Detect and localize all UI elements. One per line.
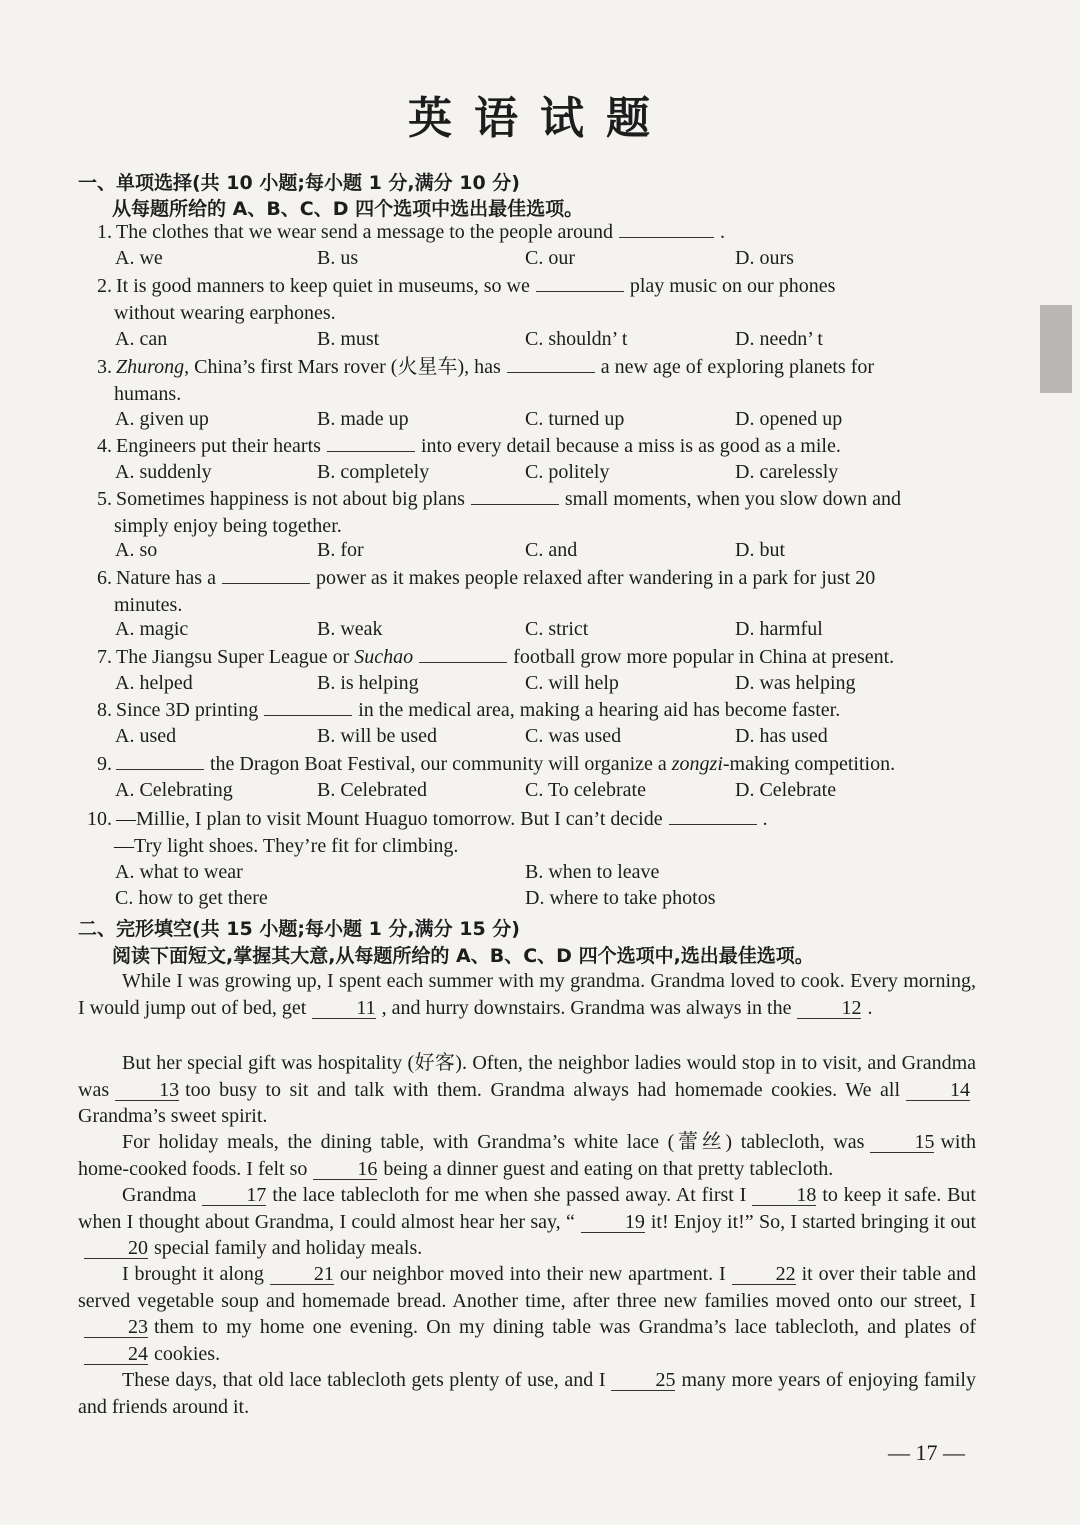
blank-15[interactable]: 15 [870,1132,934,1153]
option-d[interactable]: D. harmful [735,618,823,640]
option-a[interactable]: A. can [115,328,168,350]
question-7: 7. The Jiangsu Super League or Suchao football grow more popular in China at present. [97,646,895,668]
option-a[interactable]: A. suddenly [115,461,212,483]
option-a[interactable]: A. Celebrating [115,779,233,801]
question-6: 6. Nature has a power as it makes people relaxed after wandering in a park for just 20 minutes. [97,567,876,616]
passage-paragraph-1: While I was growing up, I spent each summer with my grandma. Grandma loved to cook. Every morning, I would jump out of bed, get 11 , and hurry downstairs. Grandma was always in the 12 . [78,970,976,1019]
question-10-options-row2 [115,887,975,913]
question-10: 10. —Millie, I plan to visit Mount Huaguo tomorrow. But I can’t decide . —Try light shoes. They’re fit for climbing. [87,808,768,857]
option-b[interactable]: B. weak [317,618,383,640]
passage-paragraph-6: These days, that old lace tablecloth gets plenty of use, and I 25 many more years of enjoying family and friends around it. [78,1369,976,1418]
blank-14[interactable]: 14 [906,1080,970,1101]
question-9: 9. the Dragon Boat Festival, our community will organize a zongzi-making competition. [97,753,896,775]
question-4-options [115,461,975,487]
page-title: 英语试题 [408,93,672,144]
blank-13[interactable]: 13 [115,1080,179,1101]
question-1-options [115,247,975,273]
option-a[interactable]: A. we [115,247,163,269]
option-a[interactable]: A. magic [115,618,189,640]
blank-12[interactable]: 12 [797,998,861,1019]
option-d[interactable]: D. carelessly [735,461,839,483]
question-10-options-row1 [115,861,975,887]
option-b[interactable]: B. will be used [317,725,437,747]
section2-instruction: 阅读下面短文,掌握其大意,从每题所给的 A、B、C、D 四个选项中,选出最佳选项。 [112,945,814,967]
option-c[interactable]: C. To celebrate [525,779,646,801]
blank-20[interactable]: 20 [84,1238,148,1259]
option-d[interactable]: D. ours [735,247,794,269]
option-a[interactable]: A. given up [115,408,209,430]
question-5: 5. Sometimes happiness is not about big plans small moments, when you slow down and simply enjoy being together. [97,488,901,537]
option-a[interactable]: A. helped [115,672,193,694]
option-d[interactable]: D. has used [735,725,828,747]
question-8: 8. Since 3D printing in the medical area, making a hearing aid has become faster. [97,699,841,721]
option-d[interactable]: D. opened up [735,408,843,430]
option-d[interactable]: D. was helping [735,672,856,694]
question-6-options [115,618,975,644]
option-a[interactable]: A. what to wear [115,861,243,883]
option-c[interactable]: C. our [525,247,575,269]
question-2: 2. It is good manners to keep quiet in museums, so we play music on our phones without wearing earphones. [97,275,836,324]
question-8-options [115,725,975,751]
option-c[interactable]: C. will help [525,672,619,694]
section2-heading: 二、完形填空(共 15 小题;每小题 1 分,满分 15 分) [78,918,520,940]
blank-18[interactable]: 18 [752,1185,816,1206]
option-c[interactable]: C. politely [525,461,610,483]
passage-paragraph-4: Grandma 17 the lace tablecloth for me when she passed away. At first I 18 to keep it safe. But when I thought about Grandma, I could almost hear her say, “ 19 it! Enjoy it!” So, I started bringing it out20 special family and holiday meals. [78,1184,976,1259]
option-b[interactable]: B. when to leave [525,861,660,883]
option-a[interactable]: A. used [115,725,177,747]
option-c[interactable]: C. shouldn’ t [525,328,628,350]
question-3: 3. Zhurong, China’s first Mars rover (火星车), has a new age of exploring planets for humans. [97,356,875,405]
option-d[interactable]: D. but [735,539,785,561]
question-3-options [115,408,975,434]
option-b[interactable]: B. completely [317,461,430,483]
page-edge-tab [1040,305,1072,393]
blank-11[interactable]: 11 [312,998,375,1019]
option-b[interactable]: B. must [317,328,380,350]
option-a[interactable]: A. so [115,539,158,561]
question-1: 1. The clothes that we wear send a message to the people around . [97,221,726,243]
option-b[interactable]: B. made up [317,408,409,430]
question-2-options [115,328,975,354]
option-c[interactable]: C. was used [525,725,622,747]
question-9-options [115,779,975,805]
option-c[interactable]: C. strict [525,618,589,640]
section1-heading: 一、单项选择(共 10 小题;每小题 1 分,满分 10 分) [78,172,520,194]
option-d[interactable]: D. where to take photos [525,887,716,909]
page-number: — 17 — [888,1440,965,1465]
blank-23[interactable]: 23 [84,1317,148,1338]
question-5-options [115,539,975,565]
option-b[interactable]: B. for [317,539,364,561]
blank-21[interactable]: 21 [270,1264,334,1285]
section1-instruction: 从每题所给的 A、B、C、D 四个选项中选出最佳选项。 [112,198,584,220]
question-7-options [115,672,975,698]
passage-paragraph-2: But her special gift was hospitality (好客). Often, the neighbor ladies would stop in to visit, and Grandma was 13 too busy to sit and talk with them. Grandma always had homemade cookies. We all 14Grandma’s sweet spirit. [78,1052,976,1127]
blank-16[interactable]: 16 [313,1159,377,1180]
option-c[interactable]: C. and [525,539,578,561]
passage-paragraph-5: I brought it along 21 our neighbor moved into their new apartment. I 22 it over their table and served vegetable soup and homemade bread. Another time, after three new families moved onto our street, I23 them to my home one evening. On my dining table was Grandma’s lace tablecloth, and plates of24 cookies. [78,1263,976,1365]
option-b[interactable]: B. Celebrated [317,779,427,801]
passage-paragraph-3: For holiday meals, the dining table, with Grandma’s white lace (蕾丝) tablecloth, was 15 with home-cooked foods. I felt so 16 being a dinner guest and eating on that pretty tablecloth. [78,1131,976,1180]
option-b[interactable]: B. is helping [317,672,419,694]
option-b[interactable]: B. us [317,247,359,269]
option-d[interactable]: D. Celebrate [735,779,837,801]
blank-19[interactable]: 19 [581,1212,645,1233]
blank-22[interactable]: 22 [732,1264,796,1285]
option-c[interactable]: C. how to get there [115,887,268,909]
blank-24[interactable]: 24 [84,1344,148,1365]
option-c[interactable]: C. turned up [525,408,625,430]
blank-17[interactable]: 17 [202,1185,266,1206]
option-d[interactable]: D. needn’ t [735,328,823,350]
blank-25[interactable]: 25 [611,1370,675,1391]
question-4: 4. Engineers put their hearts into every detail because a miss is as good as a mile. [97,435,841,457]
